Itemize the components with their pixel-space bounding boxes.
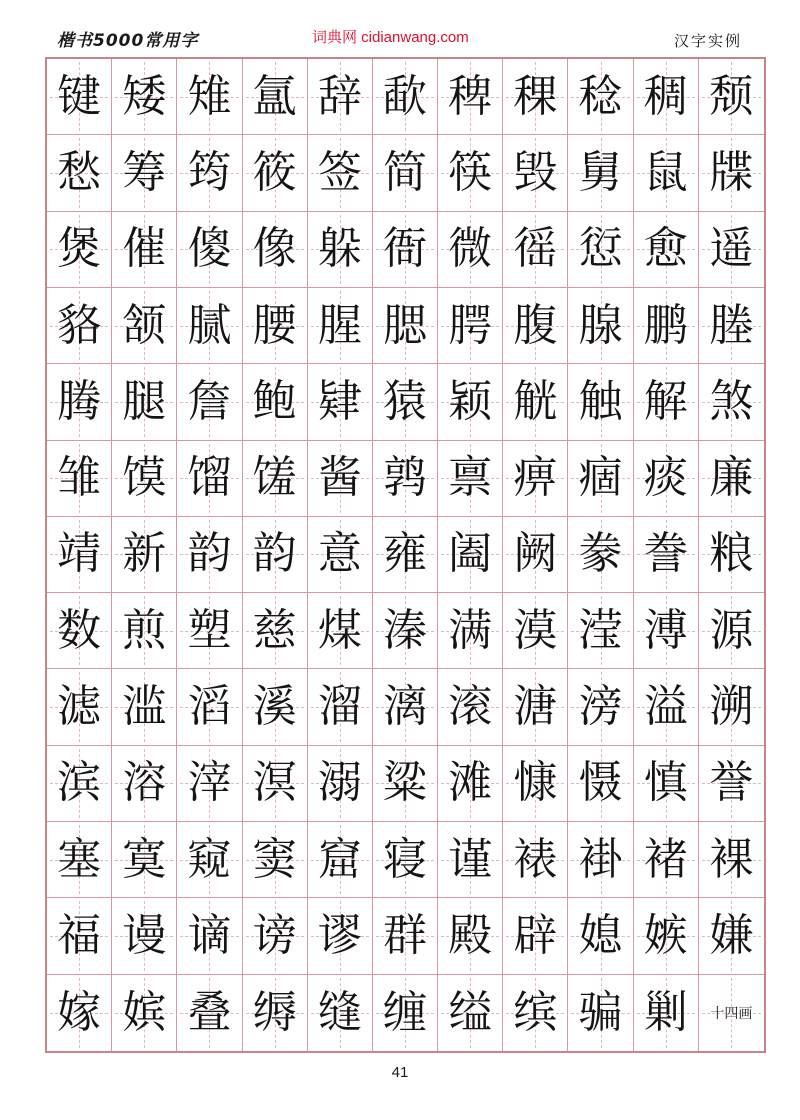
grid-cell: [438, 212, 503, 288]
character-glyph: 舅: [578, 146, 623, 198]
character-glyph: 裸: [709, 833, 754, 885]
grid-cell: [47, 364, 112, 440]
character-glyph: 靖: [57, 528, 102, 580]
grid-cell: [47, 288, 112, 364]
grid-cell: [373, 593, 438, 669]
grid-cell: [308, 975, 373, 1051]
grid-cell: [503, 975, 568, 1051]
grid-cell: [308, 822, 373, 898]
grid-cell: [47, 898, 112, 974]
character-glyph: 筹: [122, 146, 167, 198]
grid-cell: [699, 975, 764, 1051]
grid-cell: [699, 669, 764, 745]
grid-cell: [503, 517, 568, 593]
grid-cell: [568, 441, 633, 517]
grid-cell: [243, 593, 308, 669]
character-glyph: 溟: [252, 757, 297, 809]
grid-cell: [568, 975, 633, 1051]
grid-cell: [634, 364, 699, 440]
character-glyph: 触: [578, 375, 623, 427]
grid-cell: [47, 669, 112, 745]
character-glyph: 稞: [513, 70, 558, 122]
character-glyph: 满: [448, 604, 493, 656]
grid-cell: [308, 59, 373, 135]
character-glyph: 谨: [448, 833, 493, 885]
grid-cell: [308, 288, 373, 364]
section-title: 汉字实例: [673, 32, 742, 50]
character-glyph: 塑: [187, 604, 232, 656]
grid-cell: [568, 746, 633, 822]
grid-cell: [634, 898, 699, 974]
character-glyph: 筠: [187, 146, 232, 198]
character-glyph: 键: [57, 70, 102, 122]
grid-cell: [634, 59, 699, 135]
character-glyph: 廉: [709, 452, 754, 504]
character-glyph: 慷: [513, 757, 558, 809]
grid-cell: [699, 746, 764, 822]
grid-cell: [699, 898, 764, 974]
grid-cell: [177, 288, 242, 364]
character-glyph: 谪: [187, 910, 232, 962]
character-grid: [47, 59, 764, 1051]
grid-cell: [177, 593, 242, 669]
character-glyph: 缤: [513, 986, 558, 1038]
grid-cell: [177, 746, 242, 822]
character-glyph: 煤: [317, 604, 362, 656]
grid-cell: [112, 59, 177, 135]
character-glyph: 溶: [122, 757, 167, 809]
grid-cell: [503, 669, 568, 745]
grid-cell: [438, 59, 503, 135]
character-glyph: 遥: [709, 223, 754, 275]
character-glyph: 馏: [187, 452, 232, 504]
character-glyph: 寞: [122, 833, 167, 885]
book-title: 楷书5000常用字: [57, 31, 199, 51]
grid-cell: [112, 364, 177, 440]
character-glyph: 愆: [578, 223, 623, 275]
character-glyph: 塍: [709, 299, 754, 351]
grid-cell: [243, 59, 308, 135]
grid-cell: [438, 135, 503, 211]
character-glyph: 徭: [513, 223, 558, 275]
grid-cell: [373, 212, 438, 288]
grid-cell: [112, 822, 177, 898]
character-glyph: 褂: [578, 833, 623, 885]
character-glyph: 痼: [578, 452, 623, 504]
grid-cell: [308, 517, 373, 593]
grid-cell: [47, 746, 112, 822]
grid-cell: [373, 441, 438, 517]
character-glyph: 溏: [513, 681, 558, 733]
grid-cell: [503, 898, 568, 974]
grid-cell: [634, 822, 699, 898]
grid-cell: [373, 59, 438, 135]
character-glyph: 溱: [382, 604, 427, 656]
grid-cell: [373, 288, 438, 364]
character-glyph: 褚: [643, 833, 688, 885]
character-glyph: 觥: [513, 375, 558, 427]
grid-cell: [438, 822, 503, 898]
character-glyph: 寝: [382, 833, 427, 885]
grid-cell: [503, 288, 568, 364]
character-glyph: 豢: [578, 528, 623, 580]
grid-cell: [177, 898, 242, 974]
grid-cell: [503, 593, 568, 669]
character-glyph: 慑: [578, 757, 623, 809]
character-glyph: 愁: [57, 146, 102, 198]
grid-cell: [373, 669, 438, 745]
grid-cell: [177, 441, 242, 517]
grid-cell: [112, 135, 177, 211]
grid-cell: [503, 59, 568, 135]
page-number: 41: [391, 1064, 409, 1081]
grid-cell: [568, 822, 633, 898]
character-glyph: 滓: [187, 757, 232, 809]
grid-cell: [568, 517, 633, 593]
character-glyph: 阖: [448, 528, 493, 580]
character-glyph: 数: [57, 604, 102, 656]
character-glyph: 酱: [317, 452, 362, 504]
grid-cell: [243, 517, 308, 593]
grid-cell: [308, 135, 373, 211]
character-glyph: 猿: [382, 375, 427, 427]
character-glyph: 谤: [252, 910, 297, 962]
character-glyph: 叠: [187, 986, 232, 1038]
character-glyph: 滚: [448, 681, 493, 733]
character-glyph: 痹: [513, 452, 558, 504]
character-glyph: 慎: [643, 757, 688, 809]
character-glyph: 腥: [317, 299, 362, 351]
grid-cell: [243, 364, 308, 440]
grid-cell: [112, 975, 177, 1051]
grid-cell: [373, 135, 438, 211]
page-header: [0, 0, 800, 56]
grid-cell: [438, 975, 503, 1051]
grid-cell: [112, 593, 177, 669]
grid-cell: [503, 746, 568, 822]
grid-cell: [112, 746, 177, 822]
character-glyph: 誊: [643, 528, 688, 580]
grid-cell: [503, 212, 568, 288]
character-glyph: 歃: [382, 70, 427, 122]
site-watermark: 词典网 cidianwang.com: [312, 29, 469, 46]
grid-cell: [568, 364, 633, 440]
grid-cell: [699, 59, 764, 135]
character-glyph: 躲: [317, 223, 362, 275]
grid-cell: [438, 364, 503, 440]
grid-cell: [373, 822, 438, 898]
grid-cell: [634, 975, 699, 1051]
grid-cell: [308, 669, 373, 745]
character-glyph: 詹: [187, 375, 232, 427]
character-glyph: 鲍: [252, 375, 297, 427]
grid-cell: [699, 212, 764, 288]
grid-cell: [243, 898, 308, 974]
grid-cell: [308, 746, 373, 822]
character-glyph: 嫌: [709, 910, 754, 962]
character-glyph: 溜: [317, 681, 362, 733]
grid-cell: [438, 746, 503, 822]
character-glyph: 颓: [709, 70, 754, 122]
character-glyph: 源: [709, 604, 754, 656]
grid-cell: [47, 212, 112, 288]
character-glyph: 滤: [57, 681, 102, 733]
character-glyph: 慈: [252, 604, 297, 656]
character-glyph: 韵: [187, 528, 232, 580]
character-glyph: 腮: [382, 299, 427, 351]
character-glyph: 稔: [578, 70, 623, 122]
grid-cell: [699, 364, 764, 440]
character-glyph: 嫁: [57, 986, 102, 1038]
character-glyph: 雍: [382, 528, 427, 580]
grid-cell: [177, 669, 242, 745]
character-glyph: 韵: [252, 528, 297, 580]
grid-cell: [568, 212, 633, 288]
grid-cell: [438, 517, 503, 593]
grid-cell: [438, 669, 503, 745]
grid-cell: [503, 822, 568, 898]
character-glyph: 谩: [122, 910, 167, 962]
character-glyph: 缝: [317, 986, 362, 1038]
grid-cell: [47, 822, 112, 898]
grid-cell: [438, 288, 503, 364]
character-glyph: 溺: [317, 757, 362, 809]
character-glyph: 塞: [57, 833, 102, 885]
grid-cell: [112, 517, 177, 593]
character-glyph: 鹑: [382, 452, 427, 504]
grid-cell: [699, 517, 764, 593]
grid-cell: [438, 898, 503, 974]
grid-cell: [112, 441, 177, 517]
character-glyph: 毁: [513, 146, 558, 198]
grid-cell: [112, 898, 177, 974]
grid-cell: [112, 669, 177, 745]
character-glyph: 腹: [513, 299, 558, 351]
character-glyph: 衙: [382, 223, 427, 275]
character-glyph: 嫔: [122, 986, 167, 1038]
grid-cell: [177, 822, 242, 898]
grid-cell: [503, 441, 568, 517]
grid-cell: [47, 441, 112, 517]
character-glyph: 腭: [448, 299, 493, 351]
character-glyph: 缢: [448, 986, 493, 1038]
character-glyph: 漠: [513, 604, 558, 656]
character-glyph: 雉: [187, 70, 232, 122]
grid-cell: [568, 135, 633, 211]
character-glyph: 筱: [252, 146, 297, 198]
grid-cell: [438, 593, 503, 669]
character-glyph: 滩: [448, 757, 493, 809]
character-glyph: 腺: [578, 299, 623, 351]
character-glyph: 辟: [513, 910, 558, 962]
character-glyph: 窦: [252, 833, 297, 885]
grid-cell: [699, 593, 764, 669]
grid-cell: [243, 441, 308, 517]
character-glyph: 新: [122, 528, 167, 580]
grid-cell: [243, 975, 308, 1051]
grid-cell: [112, 288, 177, 364]
character-glyph: 筷: [448, 146, 493, 198]
grid-cell: [634, 593, 699, 669]
character-glyph: 溪: [252, 681, 297, 733]
grid-cell: [47, 975, 112, 1051]
grid-cell: [568, 593, 633, 669]
character-glyph: 缛: [252, 986, 297, 1038]
character-glyph: 腻: [187, 299, 232, 351]
grid-cell: [568, 669, 633, 745]
character-glyph: 煎: [122, 604, 167, 656]
grid-cell: [373, 517, 438, 593]
character-glyph: 稗: [448, 70, 493, 122]
character-glyph: 腿: [122, 375, 167, 427]
grid-cell: [177, 975, 242, 1051]
grid-cell: [634, 669, 699, 745]
grid-cell: [373, 364, 438, 440]
character-glyph: 氲: [252, 70, 297, 122]
character-glyph: 媳: [578, 910, 623, 962]
grid-cell: [308, 212, 373, 288]
character-glyph: 雏: [57, 452, 102, 504]
character-glyph: 滢: [578, 604, 623, 656]
character-glyph: 嫉: [643, 910, 688, 962]
grid-cell: [243, 135, 308, 211]
grid-cell: [177, 364, 242, 440]
character-glyph: 阙: [513, 528, 558, 580]
character-glyph: 腰: [252, 299, 297, 351]
character-glyph: 馐: [252, 452, 297, 504]
grid-cell: [177, 212, 242, 288]
character-glyph: 缠: [382, 986, 427, 1038]
character-glyph: 颖: [448, 375, 493, 427]
character-glyph: 滨: [57, 757, 102, 809]
character-glyph: 愈: [643, 223, 688, 275]
character-glyph: 貉: [57, 299, 102, 351]
grid-cell: [177, 517, 242, 593]
character-glyph: 催: [122, 223, 167, 275]
grid-cell: [373, 975, 438, 1051]
character-glyph: 滥: [122, 681, 167, 733]
character-glyph: 辞: [317, 70, 362, 122]
character-glyph: 粱: [382, 757, 427, 809]
character-glyph: 微: [448, 223, 493, 275]
grid-cell: [243, 669, 308, 745]
grid-cell: [47, 135, 112, 211]
character-glyph: 骗: [578, 986, 623, 1038]
character-glyph: 溯: [709, 681, 754, 733]
grid-cell: [699, 135, 764, 211]
grid-cell: [699, 441, 764, 517]
character-glyph: 稠: [643, 70, 688, 122]
grid-cell: [177, 135, 242, 211]
character-glyph: 简: [382, 146, 427, 198]
grid-cell: [634, 517, 699, 593]
grid-cell: [373, 746, 438, 822]
character-glyph: 馍: [122, 452, 167, 504]
character-glyph: 牒: [709, 146, 754, 198]
character-glyph: 颔: [122, 299, 167, 351]
grid-cell: [699, 822, 764, 898]
grid-cell: [438, 441, 503, 517]
character-glyph: 鹏: [643, 299, 688, 351]
grid-cell: [699, 288, 764, 364]
character-glyph: 禀: [448, 452, 493, 504]
grid-cell: [47, 517, 112, 593]
character-glyph: 谬: [317, 910, 362, 962]
character-glyph: 粮: [709, 528, 754, 580]
character-glyph: 痰: [643, 452, 688, 504]
grid-cell: [634, 135, 699, 211]
character-glyph: 窥: [187, 833, 232, 885]
grid-cell: [634, 441, 699, 517]
character-glyph: 矮: [122, 70, 167, 122]
character-glyph: 溥: [643, 604, 688, 656]
grid-cell: [634, 746, 699, 822]
character-glyph: 煲: [57, 223, 102, 275]
grid-cell: [243, 822, 308, 898]
character-glyph: 滂: [578, 681, 623, 733]
grid-cell: [568, 288, 633, 364]
character-glyph: 傻: [187, 223, 232, 275]
grid-cell: [47, 593, 112, 669]
character-glyph: 解: [643, 375, 688, 427]
grid-cell: [503, 135, 568, 211]
grid-cell: [634, 288, 699, 364]
character-glyph: 像: [252, 223, 297, 275]
character-glyph: 煞: [709, 375, 754, 427]
character-glyph: 鼠: [643, 146, 688, 198]
character-glyph: 裱: [513, 833, 558, 885]
grid-cell: [308, 441, 373, 517]
character-glyph: 意: [317, 528, 362, 580]
grid-cell: [308, 898, 373, 974]
grid-cell: [243, 212, 308, 288]
grid-cell: [243, 746, 308, 822]
grid-cell: [568, 59, 633, 135]
character-glyph: 剿: [643, 986, 688, 1038]
character-glyph: 滔: [187, 681, 232, 733]
character-glyph: 誉: [709, 757, 754, 809]
grid-cell: [308, 364, 373, 440]
grid-cell: [112, 212, 177, 288]
character-glyph: 肄: [317, 375, 362, 427]
grid-cell: [308, 593, 373, 669]
grid-cell: [47, 59, 112, 135]
character-glyph: 腾: [57, 375, 102, 427]
character-glyph: 漓: [382, 681, 427, 733]
grid-cell: [373, 898, 438, 974]
character-glyph: 福: [57, 910, 102, 962]
grid-cell: [177, 59, 242, 135]
grid-cell: [243, 288, 308, 364]
stroke-count-label: 十四画: [710, 1005, 753, 1022]
character-glyph: 群: [382, 910, 427, 962]
character-glyph: 窟: [317, 833, 362, 885]
character-glyph: 溢: [643, 681, 688, 733]
grid-cell: [503, 364, 568, 440]
character-glyph: 签: [317, 146, 362, 198]
grid-cell: [568, 898, 633, 974]
grid-cell: [634, 212, 699, 288]
character-glyph: 殿: [448, 910, 493, 962]
